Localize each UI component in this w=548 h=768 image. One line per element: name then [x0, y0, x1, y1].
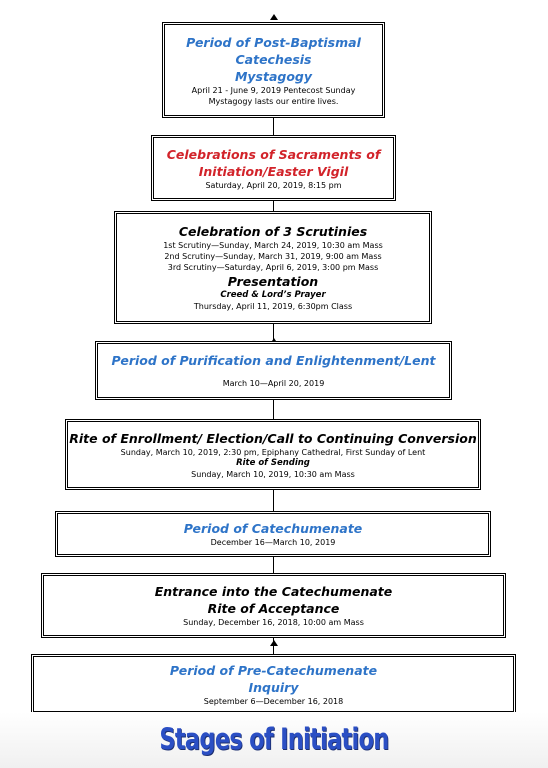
stage-acceptance: [41, 573, 506, 638]
stage-line: Entrance into the Catechumenate: [154, 584, 393, 599]
stage-line: Period of Purification and Enlightenment/Lent: [111, 353, 436, 369]
stage-line: 2nd Scrutiny—Sunday, March 31, 2019, 9:00 am Mass: [164, 252, 382, 261]
page-title: Stages of Initiation: [159, 722, 389, 756]
stage-line: Rite of Sending: [236, 457, 310, 468]
connector-line: [273, 116, 274, 136]
stage-line: Mystagogy lasts our entire lives.: [208, 96, 339, 106]
stage-easter-vigil: [151, 135, 396, 201]
stage-line: Sunday, December 16, 2018, 10:00 am Mass: [183, 618, 364, 627]
stage-purification: [95, 341, 452, 400]
stage-line: Creed & Lord’s Prayer: [220, 290, 326, 300]
stage-line: 1st Scrutiny—Sunday, March 24, 2019, 10:30 am Mass: [163, 241, 383, 250]
arrow-up-icon: [270, 14, 278, 20]
stage-line: Celebrations of Sacraments of: [166, 146, 381, 162]
stage-line: Period of Pre-Catechumenate: [169, 662, 378, 678]
connector-line: [273, 556, 274, 573]
stage-scrutinies: [114, 211, 432, 324]
stage-line: December 16—March 10, 2019: [210, 538, 336, 547]
stage-line: Mystagogy: [234, 68, 313, 84]
stage-line: Celebration of 3 Scrutinies: [178, 224, 368, 239]
stage-line: Sunday, March 10, 2019, 2:30 pm, Epiphany Cathedral, First Sunday of Lent: [120, 447, 426, 457]
stage-line: Rite of Acceptance: [207, 601, 340, 616]
stage-line: Thursday, April 11, 2019, 6:30pm Class: [193, 302, 353, 311]
stage-line: Period of Catechumenate: [183, 521, 363, 536]
stage-line: Sunday, March 10, 2019, 10:30 am Mass: [191, 469, 355, 479]
stage-line: Period of Post-Baptismal: [186, 34, 361, 50]
stage-line: March 10—April 20, 2019: [222, 378, 325, 388]
stage-catechumenate: [55, 511, 491, 557]
arrow-up-icon: [270, 640, 278, 646]
stage-line: Saturday, April 20, 2019, 8:15 pm: [205, 180, 342, 190]
stage-line: Rite of Enrollment/ Election/Call to Continuing Conversion: [69, 430, 477, 446]
stage-election: [65, 419, 481, 490]
stage-line: September 6—December 16, 2018: [203, 696, 344, 706]
connector-line: [273, 489, 274, 511]
stage-line: Presentation: [227, 274, 319, 289]
stage-line: April 21 - June 9, 2019 Pentecost Sunday: [191, 85, 356, 95]
stage-pre-catechumenate: [31, 654, 516, 714]
connector-line: [273, 399, 274, 419]
stage-line: Initiation/Easter Vigil: [198, 163, 349, 179]
stage-line: Inquiry: [248, 679, 299, 695]
stage-line: 3rd Scrutiny—Saturday, April 6, 2019, 3:00 pm Mass: [167, 263, 379, 272]
stage-line: Catechesis: [235, 51, 312, 67]
stage-mystagogy: [162, 22, 385, 118]
